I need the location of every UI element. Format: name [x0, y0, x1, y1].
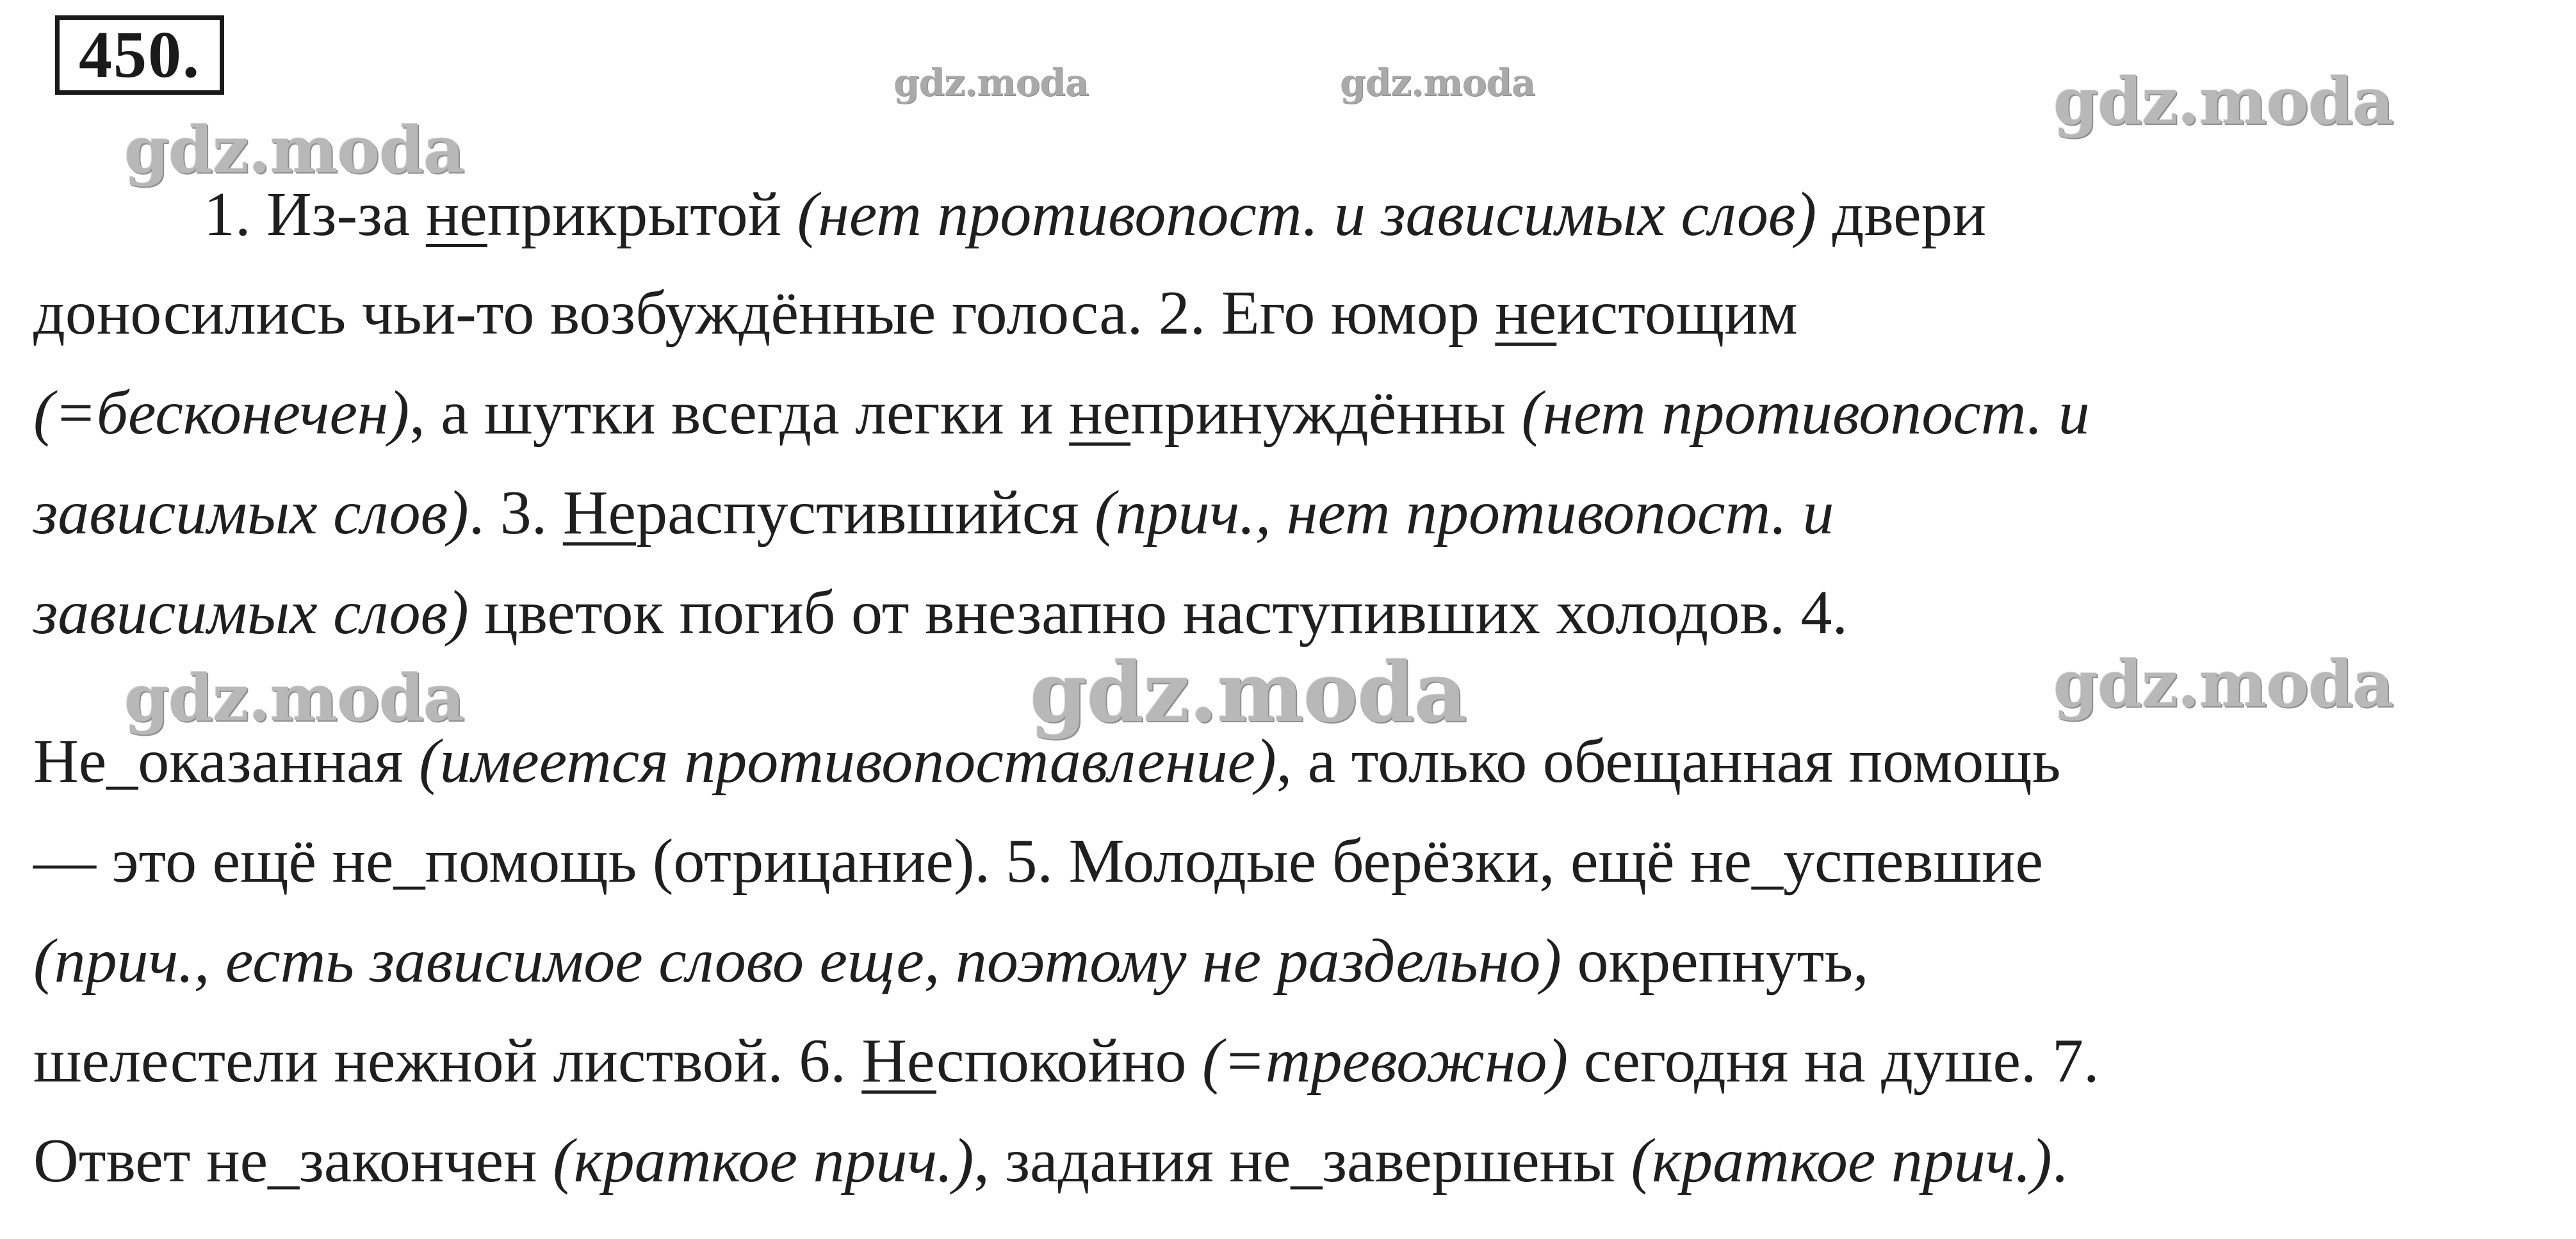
- text-run: двери: [1816, 180, 1987, 249]
- text-run: шелестели нежной листвой. 6.: [33, 1026, 862, 1096]
- text-run: Не_оказанная: [33, 727, 420, 796]
- text-line: [33, 1026, 2099, 1096]
- text-run: спокойно: [936, 1026, 1202, 1096]
- italic-note: (нет противопост. и: [1521, 378, 2090, 448]
- text-run: прикрытой: [487, 180, 797, 249]
- text-run: распустившийся: [636, 478, 1095, 547]
- watermark: gdz.moda: [2053, 646, 2393, 722]
- italic-note: (имеется противопоставление): [419, 727, 1276, 796]
- italic-note: (краткое прич.): [1631, 1126, 2052, 1195]
- watermark: gdz.moda: [124, 660, 464, 736]
- text-run: истощим: [1556, 279, 1798, 348]
- italic-note: зависимых слов): [33, 578, 469, 647]
- italic-note: (прич., нет противопост. и: [1094, 478, 1834, 547]
- italic-note: (нет противопост. и зависимых слов): [797, 180, 1817, 249]
- text-run: окрепнуть,: [1561, 927, 1869, 996]
- task-number-box: [55, 15, 224, 95]
- watermark: gdz.moda: [124, 112, 464, 188]
- text-line: [33, 478, 1834, 547]
- watermark: gdz.moda: [1030, 645, 1467, 741]
- underlined-prefix: Не: [861, 1026, 936, 1096]
- text-run: принуждённы: [1130, 378, 1522, 448]
- text-run: , а шутки всегда легки и: [409, 378, 1070, 448]
- text-run: Ответ не_закончен: [33, 1126, 553, 1195]
- text-run: .: [2051, 1126, 2068, 1195]
- text-run: 1. Из-за: [204, 180, 426, 249]
- text-line: [33, 378, 2090, 448]
- underlined-prefix: не: [1495, 279, 1557, 348]
- text-run: — это ещё не_помощь (отрицание). 5. Молодые берёзки, ещё не_успевшие: [33, 827, 2044, 896]
- text-run: цветок погиб от внезапно наступивших холодов. 4.: [468, 578, 1848, 647]
- text-line: [204, 180, 1987, 249]
- italic-note: зависимых слов): [33, 478, 469, 547]
- watermark: gdz.moda: [2053, 63, 2393, 139]
- italic-note: (=бесконечен): [33, 378, 410, 448]
- text-line: [33, 578, 1848, 647]
- underlined-prefix: не: [425, 180, 487, 249]
- watermark: gdz.moda: [893, 61, 1089, 104]
- text-run: . 3.: [468, 478, 563, 547]
- italic-note: (=тревожно): [1202, 1026, 1569, 1096]
- text-line: [33, 827, 2044, 896]
- italic-note: (прич., есть зависимое слово еще, поэтому не раздельно): [33, 927, 1562, 996]
- underlined-prefix: Не: [562, 478, 637, 547]
- italic-note: (краткое прич.): [553, 1126, 974, 1195]
- text-line: [33, 727, 2061, 796]
- task-number: 450.: [79, 18, 200, 92]
- text-run: доносились чьи-то возбуждённые голоса. 2. Его юмор: [33, 279, 1496, 348]
- text-line: [33, 279, 1798, 348]
- text-run: , задания не_завершены: [974, 1126, 1631, 1195]
- text-line: [33, 1126, 2068, 1195]
- watermark: gdz.moda: [1340, 61, 1535, 104]
- text-run: сегодня на душе. 7.: [1568, 1026, 2099, 1096]
- text-run: , а только обещанная помощь: [1276, 727, 2061, 796]
- text-line: [33, 927, 1869, 996]
- underlined-prefix: не: [1069, 378, 1131, 448]
